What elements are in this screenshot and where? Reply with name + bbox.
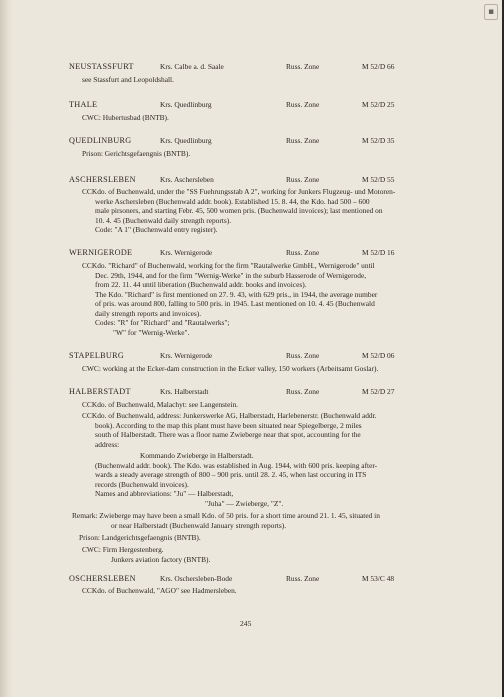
district-name: Krs. Quedlinburg xyxy=(160,100,212,109)
place-name: THALE xyxy=(69,100,98,109)
entry-text: or near Halberstadt (Buchenwald January strength reports). xyxy=(111,520,287,530)
district-name: Krs. Calbe a. d. Saale xyxy=(160,62,224,71)
entry-header xyxy=(0,175,502,187)
entry-text: Prison: Landgerichtsgefaengnis (BNTB). xyxy=(79,533,201,542)
entry-text: CWC: Hubertusbad (BNTB). xyxy=(82,113,169,122)
district-name: Krs. Oschersleben-Bode xyxy=(160,574,233,583)
entry-oschersleben xyxy=(0,574,502,595)
zone-name: Russ. Zone xyxy=(286,136,320,145)
zone-name: Russ. Zone xyxy=(286,574,320,583)
district-name: Krs. Wernigerode xyxy=(160,248,213,257)
entry-text: Remark: Zwieberge may have been a small Kdo. of 50 pris. for a short time around 21. 1. 45, situated in xyxy=(72,511,380,520)
place-name: WERNIGERODE xyxy=(69,248,133,257)
map-ref: M 52/D 66 xyxy=(362,62,395,71)
entry-header xyxy=(0,351,502,363)
entry-text: of pris. was around 800, falling to 500 pris. in 1945. Last mentioned on 10. 4. 45 (Buchenwald xyxy=(95,299,375,308)
entry-text: south of Halberstadt. There was a floor name Zwieberge near that spot, accounting for the xyxy=(95,430,361,439)
map-ref: M 53/C 48 xyxy=(362,574,395,583)
entry-text: from 22. 11. 44 until liberation (Buchenwald addr. books and invoices). xyxy=(95,280,307,289)
entry-stapelburg xyxy=(0,351,502,373)
entry-text: CCKdo. of Buchenwald, under the "SS Fuehrungsstab A 2", working for Junkers Flugzeug- und Motoren- xyxy=(82,187,396,196)
entry-header xyxy=(0,248,502,260)
entry-text: male pirsoners, and starting Febr. 45, 500 women pris. (Buchenwald invoices); last mentioned on xyxy=(95,206,383,215)
entry-text: Code: "A 1" (Buchenwald entry register). xyxy=(95,225,218,234)
entry-neustassfurt xyxy=(0,62,502,84)
page-number: 245 xyxy=(240,619,252,628)
entry-header xyxy=(0,136,502,148)
place-name: HALBERSTADT xyxy=(69,387,131,396)
entry-text: address: xyxy=(95,439,120,449)
entry-aschersleben xyxy=(0,175,502,234)
zone-name: Russ. Zone xyxy=(286,248,320,257)
map-ref: M 52/D 55 xyxy=(362,175,395,184)
entry-text: werke Aschersleben (Buchenwald addr. book). Established 15. 8. 44, the Kdo. had 500 – 600 xyxy=(95,196,370,206)
map-ref: M 52/D 27 xyxy=(362,387,395,396)
entry-text: CWC: Firm Hergestenberg. xyxy=(82,545,164,554)
entry-text: wards a steady average strength of 800 – 900 pris. until 28. 2. 45, when last occuring in ITS xyxy=(95,470,367,479)
entry-text: CCKdo. "Richard" of Buchenwald, working for the firm "Rautalwerke GmbH., Wernigerode" until xyxy=(82,261,375,270)
district-name: Krs. Halberstadt xyxy=(160,387,209,396)
entry-text: CWC: working at the Ecker-dam construction in the Ecker valley, 150 workers (Arbeitsamt Goslar). xyxy=(82,364,379,373)
entry-text: "W" for "Wernig-Werke". xyxy=(113,327,190,337)
entry-text: see Stassfurt and Leopoldshall. xyxy=(82,75,174,84)
zone-name: Russ. Zone xyxy=(286,100,320,109)
entry-text: CCKdo. of Buchenwald, Malachyt: see Langenstein. xyxy=(82,400,238,409)
entry-text: Dec. 29th, 1944, and for the firm "Wernig-Werke" in the suburb Hasserode of Wernigerode, xyxy=(95,270,367,280)
entry-header xyxy=(0,62,502,74)
page-corner-marker-icon: ▪ xyxy=(484,4,498,20)
entry-text: (Buchenwald addr. book). The Kdo. was established in Aug. 1944, with 600 pris. keeping after- xyxy=(95,460,378,470)
place-name: QUEDLINBURG xyxy=(69,136,132,145)
entry-quedlinburg xyxy=(0,136,502,158)
zone-name: Russ. Zone xyxy=(286,351,320,360)
entry-text: records (Buchenwald invoices). xyxy=(95,479,189,489)
entry-text: Junkers aviation factory (BNTB). xyxy=(111,554,211,564)
map-ref: M 52/D 06 xyxy=(362,351,395,360)
entry-text: CCKdo. of Buchenwald, "AGO" see Hadmersleben. xyxy=(82,586,237,595)
entry-text: Codes: "R" for "Richard" and "Rautalwerks"; xyxy=(95,318,230,327)
entry-header xyxy=(0,100,502,112)
place-name: NEUSTASSFURT xyxy=(69,62,134,71)
map-ref: M 52/D 35 xyxy=(362,136,395,145)
entry-halberstadt xyxy=(0,387,502,564)
entry-text: Names and abbreviations: "Ju" — Halberstadt, xyxy=(95,489,234,498)
entry-text: CCKdo. of Buchenwald, address: Junkerswerke AG, Halberstadt, Harlebenerstr. (Buchenwald addr. xyxy=(82,411,377,420)
place-name: ASCHERSLEBEN xyxy=(69,175,136,184)
place-name: STAPELBURG xyxy=(69,351,125,360)
entry-header xyxy=(0,387,502,399)
district-name: Krs. Wernigerode xyxy=(160,351,213,360)
zone-name: Russ. Zone xyxy=(286,62,320,71)
entry-text: daily strength reports and invoices). xyxy=(95,308,202,318)
map-ref: M 52/D 16 xyxy=(362,248,395,257)
district-name: Krs. Aschersleben xyxy=(160,175,214,184)
entry-wernigerode xyxy=(0,248,502,337)
entry-text: "Juha" — Zwieberge, "Z". xyxy=(205,498,284,508)
zone-name: Russ. Zone xyxy=(286,387,320,396)
entry-text: book). According to the map this plant must have been situated near Spiegelberge, 2 miles xyxy=(95,420,362,430)
entry-thale xyxy=(0,100,502,122)
entry-text: Prison: Gerichtsgefaengnis (BNTB). xyxy=(82,149,191,158)
map-ref: M 52/D 25 xyxy=(362,100,395,109)
district-name: Krs. Quedlinburg xyxy=(160,136,212,145)
entry-text: The Kdo. "Richard" is first mentioned on 27. 9. 43, with 629 pris., in 1944, the average number xyxy=(95,289,378,299)
entry-header xyxy=(0,574,502,586)
entry-text: Kommando Zwieberge in Halberstadt. xyxy=(140,451,254,460)
entry-text: 10. 4. 45 (Buchenwald daily strength reports). xyxy=(95,215,232,225)
place-name: OSCHERSLEBEN xyxy=(69,574,136,583)
zone-name: Russ. Zone xyxy=(286,175,320,184)
